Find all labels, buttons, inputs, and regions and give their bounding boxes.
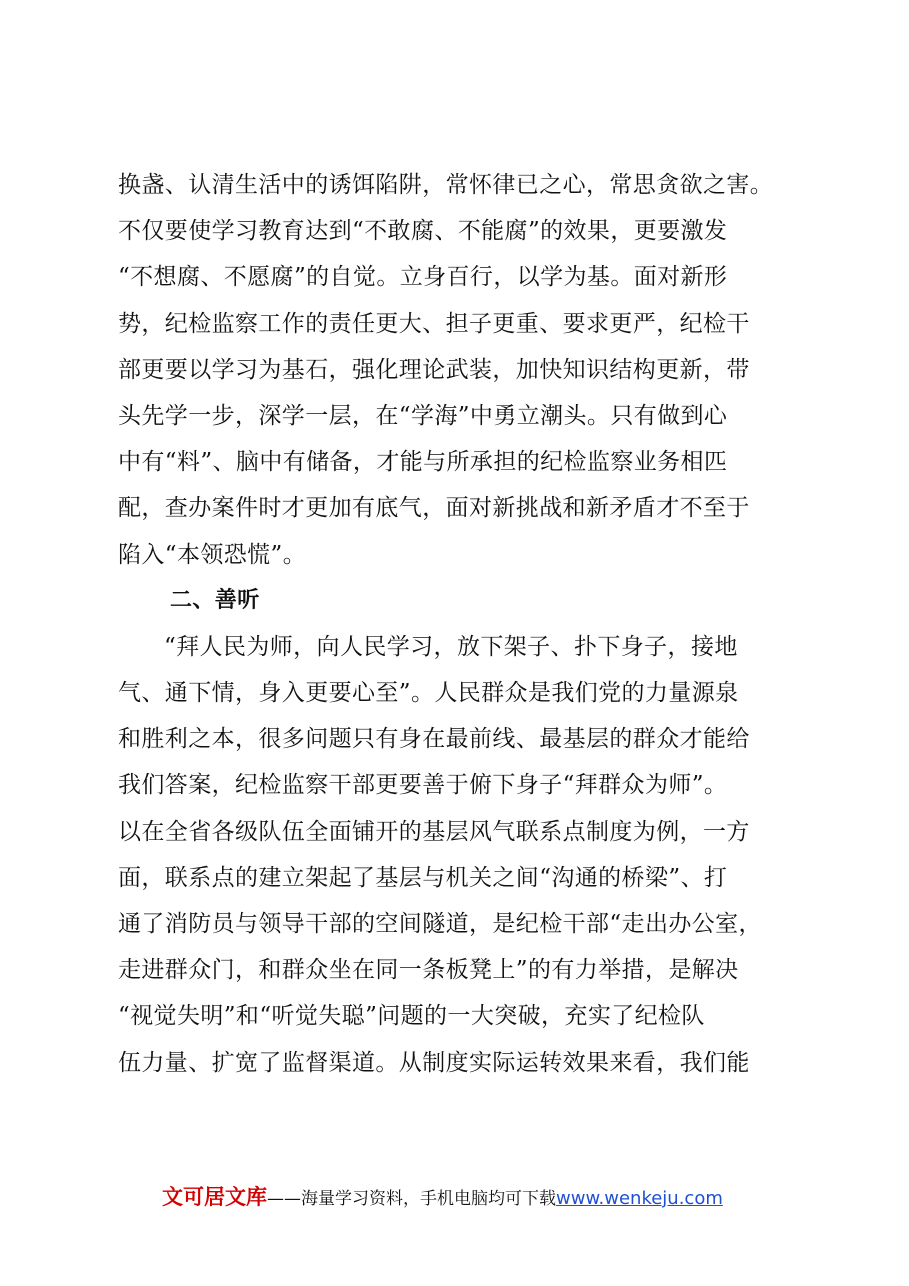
- paragraph-line: 面，联系点的建立架起了基层与机关之间“沟通的桥梁”、打: [118, 864, 728, 891]
- paragraph-line: 以在全省各级队伍全面铺开的基层风气联系点制度为例，一方: [118, 818, 750, 845]
- paragraph-line: 和胜利之本，很多问题只有身在最前线、最基层的群众才能给: [118, 726, 750, 753]
- paragraph-line: 部更要以学习为基石，强化理论武装，加快知识结构更新，带: [118, 356, 750, 383]
- paragraph-line: “视觉失明”和“听觉失聪”问题的一大突破，充实了纪检队: [118, 1003, 705, 1030]
- document-body: [118, 162, 798, 1086]
- paragraph-line: 陷入“本领恐慌”。: [118, 541, 307, 568]
- paragraph-line: “拜人民为师，向人民学习，放下架子、扑下身子，接地: [164, 633, 738, 660]
- paragraph-line: 走进群众门，和群众坐在同一条板凳上”的有力举措，是解决: [118, 957, 739, 984]
- paragraph-line: 头先学一步，深学一层，在“学海”中勇立潮头。只有做到心: [118, 402, 728, 429]
- paragraph-line: 势，纪检监察工作的责任更大、担子更重、要求更严，纪检干: [118, 310, 750, 337]
- paragraph-line: 换盏、认清生活中的诱饵陷阱，常怀律已之心，常思贪欲之害。: [118, 172, 774, 198]
- paragraph-line: 配，查办案件时才更加有底气，面对新挑战和新矛盾才不至于: [118, 495, 750, 522]
- paragraph-line: 通了消防员与领导干部的空间隧道，是纪检干部“走出办公室，: [118, 911, 762, 937]
- paragraph-line: “不想腐、不愿腐”的自觉。立身百行，以学为基。面对新形: [118, 264, 728, 291]
- footer-website-link[interactable]: www.wenkeju.com: [556, 1188, 723, 1209]
- section-heading: 二、善听: [170, 587, 260, 613]
- paragraph-line: 不仅要使学习教育达到“不敢腐、不能腐”的效果，更要激发: [118, 218, 728, 245]
- footer-banner: [162, 1181, 723, 1213]
- paragraph-line: 中有“料”、脑中有储备，才能与所承担的纪检监察业务相匹: [118, 449, 728, 476]
- footer-brand: 文可居文库: [162, 1185, 267, 1209]
- paragraph-line: 气、通下情，身入更要心至”。人民群众是我们党的力量源泉: [118, 680, 739, 707]
- paragraph-line: 我们答案，纪检监察干部更要善于俯下身子“拜群众为师”。: [118, 772, 728, 799]
- footer-tagline: ——海量学习资料，手机电脑均可下载: [267, 1189, 556, 1209]
- paragraph-line: 伍力量、扩宽了监督渠道。从制度实际运转效果来看，我们能: [118, 1049, 750, 1076]
